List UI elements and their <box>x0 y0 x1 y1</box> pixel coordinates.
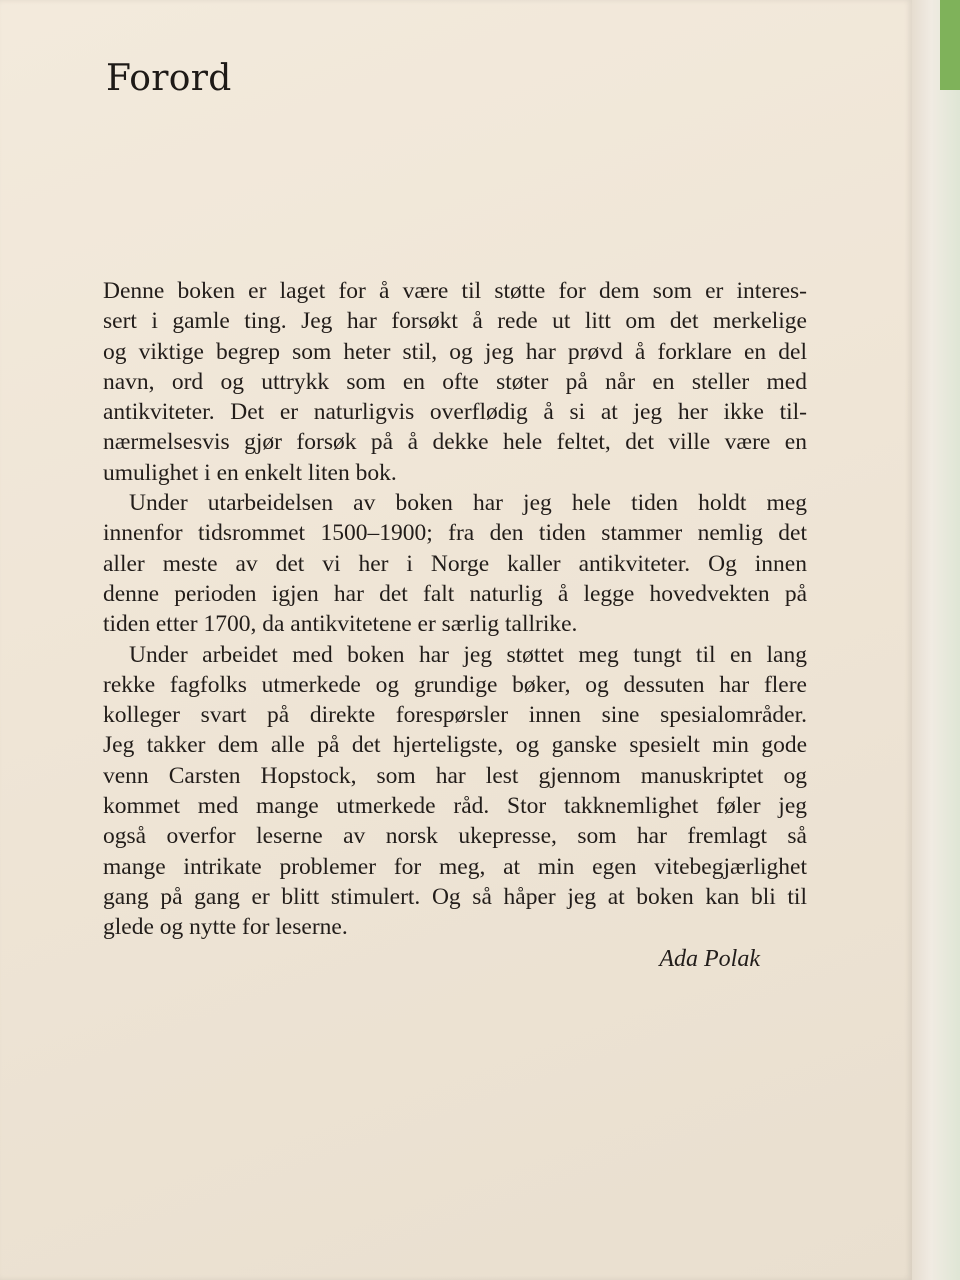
text-line: også overfor leserne av norsk ukepresse, som har fremlagt så <box>103 823 807 850</box>
text-line: rekke fagfolks utmerkede og grundige bøker, og dessuten har flere <box>103 671 807 698</box>
text-line: Jeg takker dem alle på det hjerteligste, og ganske spesielt min gode <box>103 732 807 759</box>
text-line: Under arbeidet med boken har jeg støttet meg tungt til en lang <box>129 641 807 668</box>
text-line: tiden etter 1700, da antikvitetene er særlig tallrike. <box>103 611 578 638</box>
text-line: gang på gang er blitt stimulert. Og så håper jeg at boken kan bli til <box>103 883 807 910</box>
text-line: nærmelsesvis gjør forsøk på å dekke hele feltet, det ville være en <box>103 429 807 456</box>
background-strip <box>940 0 960 90</box>
text-line: og viktige begrep som heter stil, og jeg har prøvd å forklare en del <box>103 338 807 365</box>
text-line: mange intrikate problemer for meg, at min egen vitebegjærlighet <box>103 853 807 880</box>
text-line: Under utarbeidelsen av boken har jeg hele tiden holdt meg <box>129 490 807 517</box>
page-title: Forord <box>106 58 232 99</box>
page-edge <box>912 0 960 1280</box>
text-line: aller meste av det vi her i Norge kaller antikviteter. Og innen <box>103 550 807 577</box>
text-line: glede og nytte for leserne. <box>103 914 348 941</box>
preface-body <box>103 276 807 943</box>
author-signature: Ada Polak <box>659 946 760 972</box>
text-line: kommet med mange utmerkede råd. Stor takknemlighet føler jeg <box>103 793 807 820</box>
text-line: denne perioden igjen har det falt naturlig å legge hovedvekten på <box>103 580 807 607</box>
text-line: kolleger svart på direkte forespørsler innen sine spesialområder. <box>103 702 807 729</box>
text-line: sert i gamle ting. Jeg har forsøkt å rede ut litt om det merkelige <box>103 308 807 335</box>
text-line: innenfor tidsrommet 1500–1900; fra den tiden stammer nemlig det <box>103 520 807 547</box>
text-line: venn Carsten Hopstock, som har lest gjennom manuskriptet og <box>103 762 807 789</box>
text-line: umulighet i en enkelt liten bok. <box>103 459 397 486</box>
text-line: antikviteter. Det er naturligvis overflødig å si at jeg her ikke til- <box>103 399 807 426</box>
text-line: navn, ord og uttrykk som en ofte støter på når en steller med <box>103 368 807 395</box>
text-line: Denne boken er laget for å være til støtte for dem som er interes- <box>103 278 807 304</box>
